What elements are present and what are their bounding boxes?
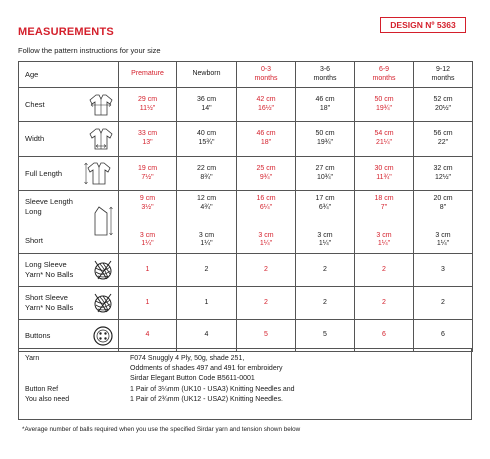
value-cell: 33 cm 13": [119, 122, 177, 157]
value-cell: 4: [119, 320, 177, 352]
value-cell: 16 cm 6¼" 3 cm 1¼": [237, 191, 296, 254]
width-label: Width: [25, 134, 45, 144]
value-cell: 20 cm 8" 3 cm 1¼": [414, 191, 473, 254]
button-icon: [92, 325, 114, 347]
full-length-row: [19, 157, 473, 191]
value-cell: 2: [177, 254, 237, 287]
yarn-ball-icon: [92, 259, 114, 281]
value-cell: 56 cm 22": [414, 122, 473, 157]
value-cell: 46 cm 18": [296, 88, 355, 122]
value-cell: 5: [296, 320, 355, 352]
value-cell: 50 cm 19¾": [355, 88, 414, 122]
value-cell: 52 cm 20½": [414, 88, 473, 122]
value-cell: 2: [237, 287, 296, 320]
footnote: *Average number of balls required when you use the specified Sirdar yarn and tension shown below: [22, 426, 301, 433]
value-cell: 9 cm 3½" 3 cm 1¼": [119, 191, 177, 254]
age-row: [19, 62, 473, 88]
short-sleeve-yarn-label-cell: [19, 287, 119, 320]
yarn-ball-icon: [92, 292, 114, 314]
value-cell: 2: [355, 287, 414, 320]
value-cell: 6: [355, 320, 414, 352]
measurements-table: [18, 61, 473, 352]
size-header: Newborn: [177, 62, 237, 88]
value-cell: 2: [296, 254, 355, 287]
cardigan-width-icon: [88, 127, 114, 151]
long-sleeve-yarn-label-cell: [19, 254, 119, 287]
value-cell: 46 cm 18": [237, 122, 296, 157]
value-cell: 22 cm 8¾": [177, 157, 237, 191]
materials-line: Oddments of shades 497 and 491 for embroidery: [130, 365, 283, 373]
value-cell: 27 cm 10¾": [296, 157, 355, 191]
chest-label: Chest: [25, 99, 45, 109]
cardigan-length-icon: [84, 161, 114, 187]
value-cell: 40 cm 15¾": [177, 122, 237, 157]
subtitle: Follow the pattern instructions for your size: [18, 46, 161, 55]
chest-row: [19, 88, 473, 122]
value-cell: 12 cm 4¾" 3 cm 1¼": [177, 191, 237, 254]
value-cell: 50 cm 19¾": [296, 122, 355, 157]
materials-text: [130, 354, 295, 405]
value-cell: 54 cm 21¼": [355, 122, 414, 157]
sleeve-icon: [93, 203, 115, 237]
value-cell: 4: [177, 320, 237, 352]
also-need-label: You also need: [25, 396, 70, 403]
value-cell: 5: [237, 320, 296, 352]
materials-box: [18, 348, 472, 420]
age-label: Age: [19, 62, 119, 88]
sleeve-short-label: Short: [25, 236, 43, 245]
button-ref-label: Button Ref: [25, 386, 59, 393]
materials-line: Sirdar Elegant Button Code B5611-0001: [130, 375, 255, 383]
value-cell: 1: [177, 287, 237, 320]
buttons-row: [19, 320, 473, 352]
sleeve-long-label: Long: [25, 207, 42, 217]
value-cell: 32 cm 12½": [414, 157, 473, 191]
value-cell: 6: [414, 320, 473, 352]
chest-label-cell: [19, 88, 119, 122]
value-cell: 2: [296, 287, 355, 320]
materials-line: 1 Pair of 3¼mm (UK10 - USA3) Knitting Needles and: [130, 385, 295, 393]
value-cell: 1: [119, 254, 177, 287]
value-cell: 30 cm 11¾": [355, 157, 414, 191]
full-length-label-cell: [19, 157, 119, 191]
value-cell: 36 cm 14": [177, 88, 237, 122]
short-sleeve-label: Short Sleeve: [25, 293, 68, 303]
design-number-badge: DESIGN Nº 5363: [380, 17, 466, 33]
short-sleeve-yarn-row: [19, 287, 473, 320]
page-title: MEASUREMENTS: [18, 26, 114, 38]
buttons-label-cell: [19, 320, 119, 352]
size-header: 6-9 months: [355, 62, 414, 88]
value-cell: 3: [414, 254, 473, 287]
materials-line: F074 Snuggly 4 Ply, 50g, shade 251,: [130, 355, 245, 362]
buttons-label: Buttons: [25, 330, 51, 340]
sleeve-length-row: [19, 191, 473, 254]
size-header: 9-12 months: [414, 62, 473, 88]
size-header: 0-3 months: [237, 62, 296, 88]
value-cell: 2: [414, 287, 473, 320]
full-length-label: Full Length: [25, 168, 63, 178]
yarn-balls-label: Yarn* No Balls: [25, 303, 74, 312]
value-cell: 18 cm 7" 3 cm 1¼": [355, 191, 414, 254]
value-cell: 29 cm 11½": [119, 88, 177, 122]
sleeve-length-label: Sleeve Length: [25, 197, 73, 206]
materials-line: 1 Pair of 2¾mm (UK12 - USA2) Knitting Needles.: [130, 395, 283, 403]
long-sleeve-yarn-row: [19, 254, 473, 287]
value-cell: 2: [237, 254, 296, 287]
cardigan-chest-icon: [88, 93, 114, 117]
value-cell: 42 cm 16½": [237, 88, 296, 122]
long-sleeve-label: Long Sleeve: [25, 260, 67, 270]
sleeve-length-label-cell: [19, 191, 119, 254]
width-label-cell: [19, 122, 119, 157]
width-row: [19, 122, 473, 157]
yarn-balls-label: Yarn* No Balls: [25, 270, 74, 279]
size-header: Premature: [119, 62, 177, 88]
value-cell: 19 cm 7½": [119, 157, 177, 191]
value-cell: 17 cm 6¾" 3 cm 1¼": [296, 191, 355, 254]
size-header: 3-6 months: [296, 62, 355, 88]
value-cell: 2: [355, 254, 414, 287]
yarn-label: Yarn: [25, 355, 40, 362]
value-cell: 1: [119, 287, 177, 320]
value-cell: 25 cm 9¾": [237, 157, 296, 191]
